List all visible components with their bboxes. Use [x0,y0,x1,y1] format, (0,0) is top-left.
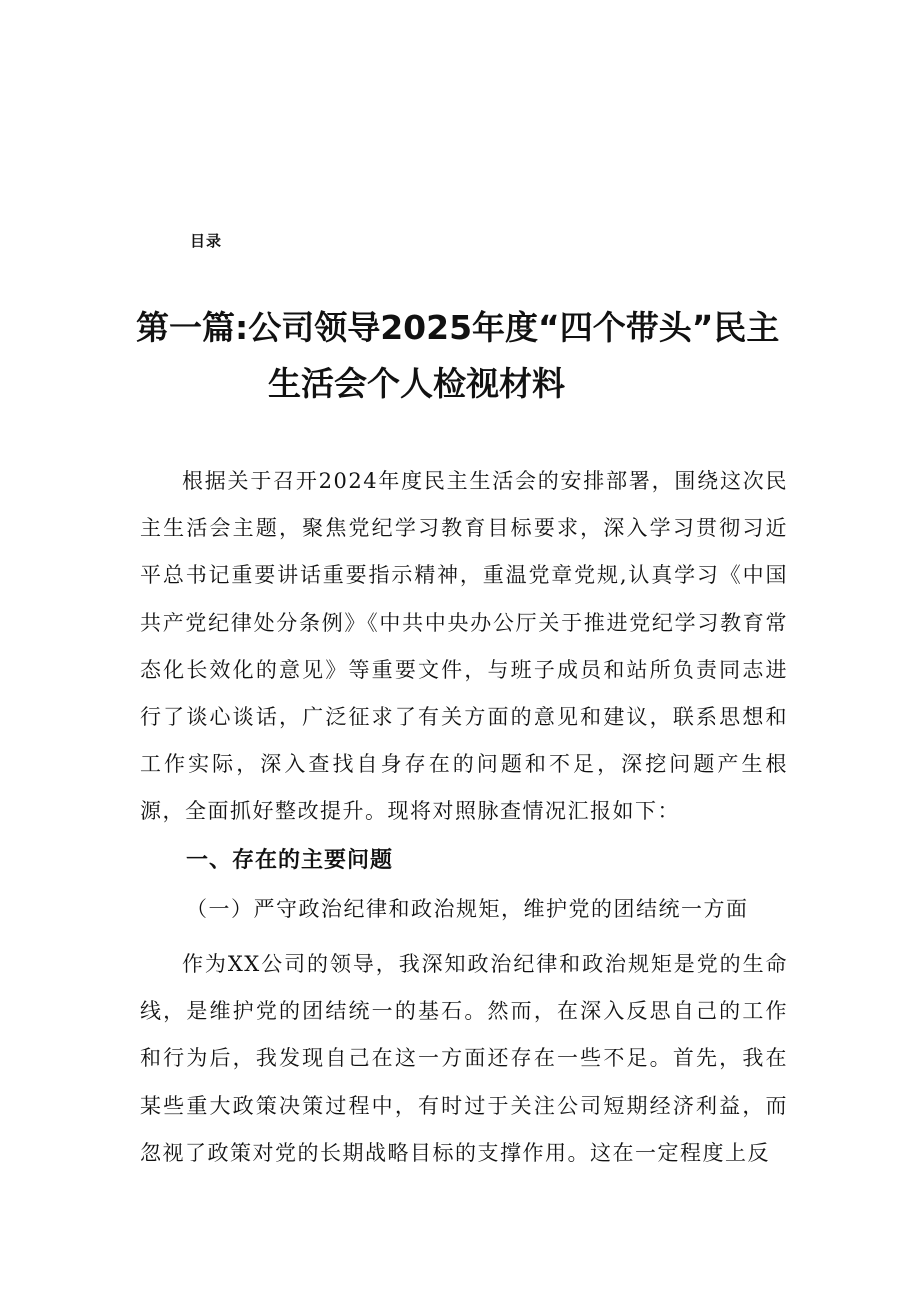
section-body-paragraph: 作为XX公司的领导，我深知政治纪律和政治规矩是党的生命线，是维护党的团结统一的基石。然而，在深入反思自己的工作和行为后，我发现自己在这一方面还存在一些不足。首先，我在某些重大政策决策过程中，有时过于关注公司短期经济利益，而忽视了政策对党的长期战略目标的支撑作用。这在一定程度上反 [140,952,788,1165]
document-title-line-2: 生活会个人检视材料 [268,364,565,403]
intro-paragraph: 根据关于召开2024年度民主生活会的安排部署，围绕这次民主生活会主题，聚焦党纪学习教育目标要求，深入学习贯彻习近平总书记重要讲话重要指示精神，重温党章党规,认真学习《中国共产党纪律处分条例》《中共中央办公厅关于推进党纪学习教育常态化长效化的意见》等重要文件，与班子成员和站所负责同志进行了谈心谈话，广泛征求了有关方面的意见和建议，联系思想和工作实际，深入查找自身存在的问题和不足，深挖问题产生根源，全面抓好整改提升。现将对照脉查情况汇报如下： [140,469,788,824]
section-heading: 一、存在的主要问题 [186,848,394,873]
toc-label: 目录 [190,232,223,250]
sub-section-heading: （一）严守政治纪律和政治规矩，维护党的团结统一方面 [186,897,749,921]
document-title-line-1: 第一篇:公司领导2025年度“四个带头”民主 [136,308,780,347]
